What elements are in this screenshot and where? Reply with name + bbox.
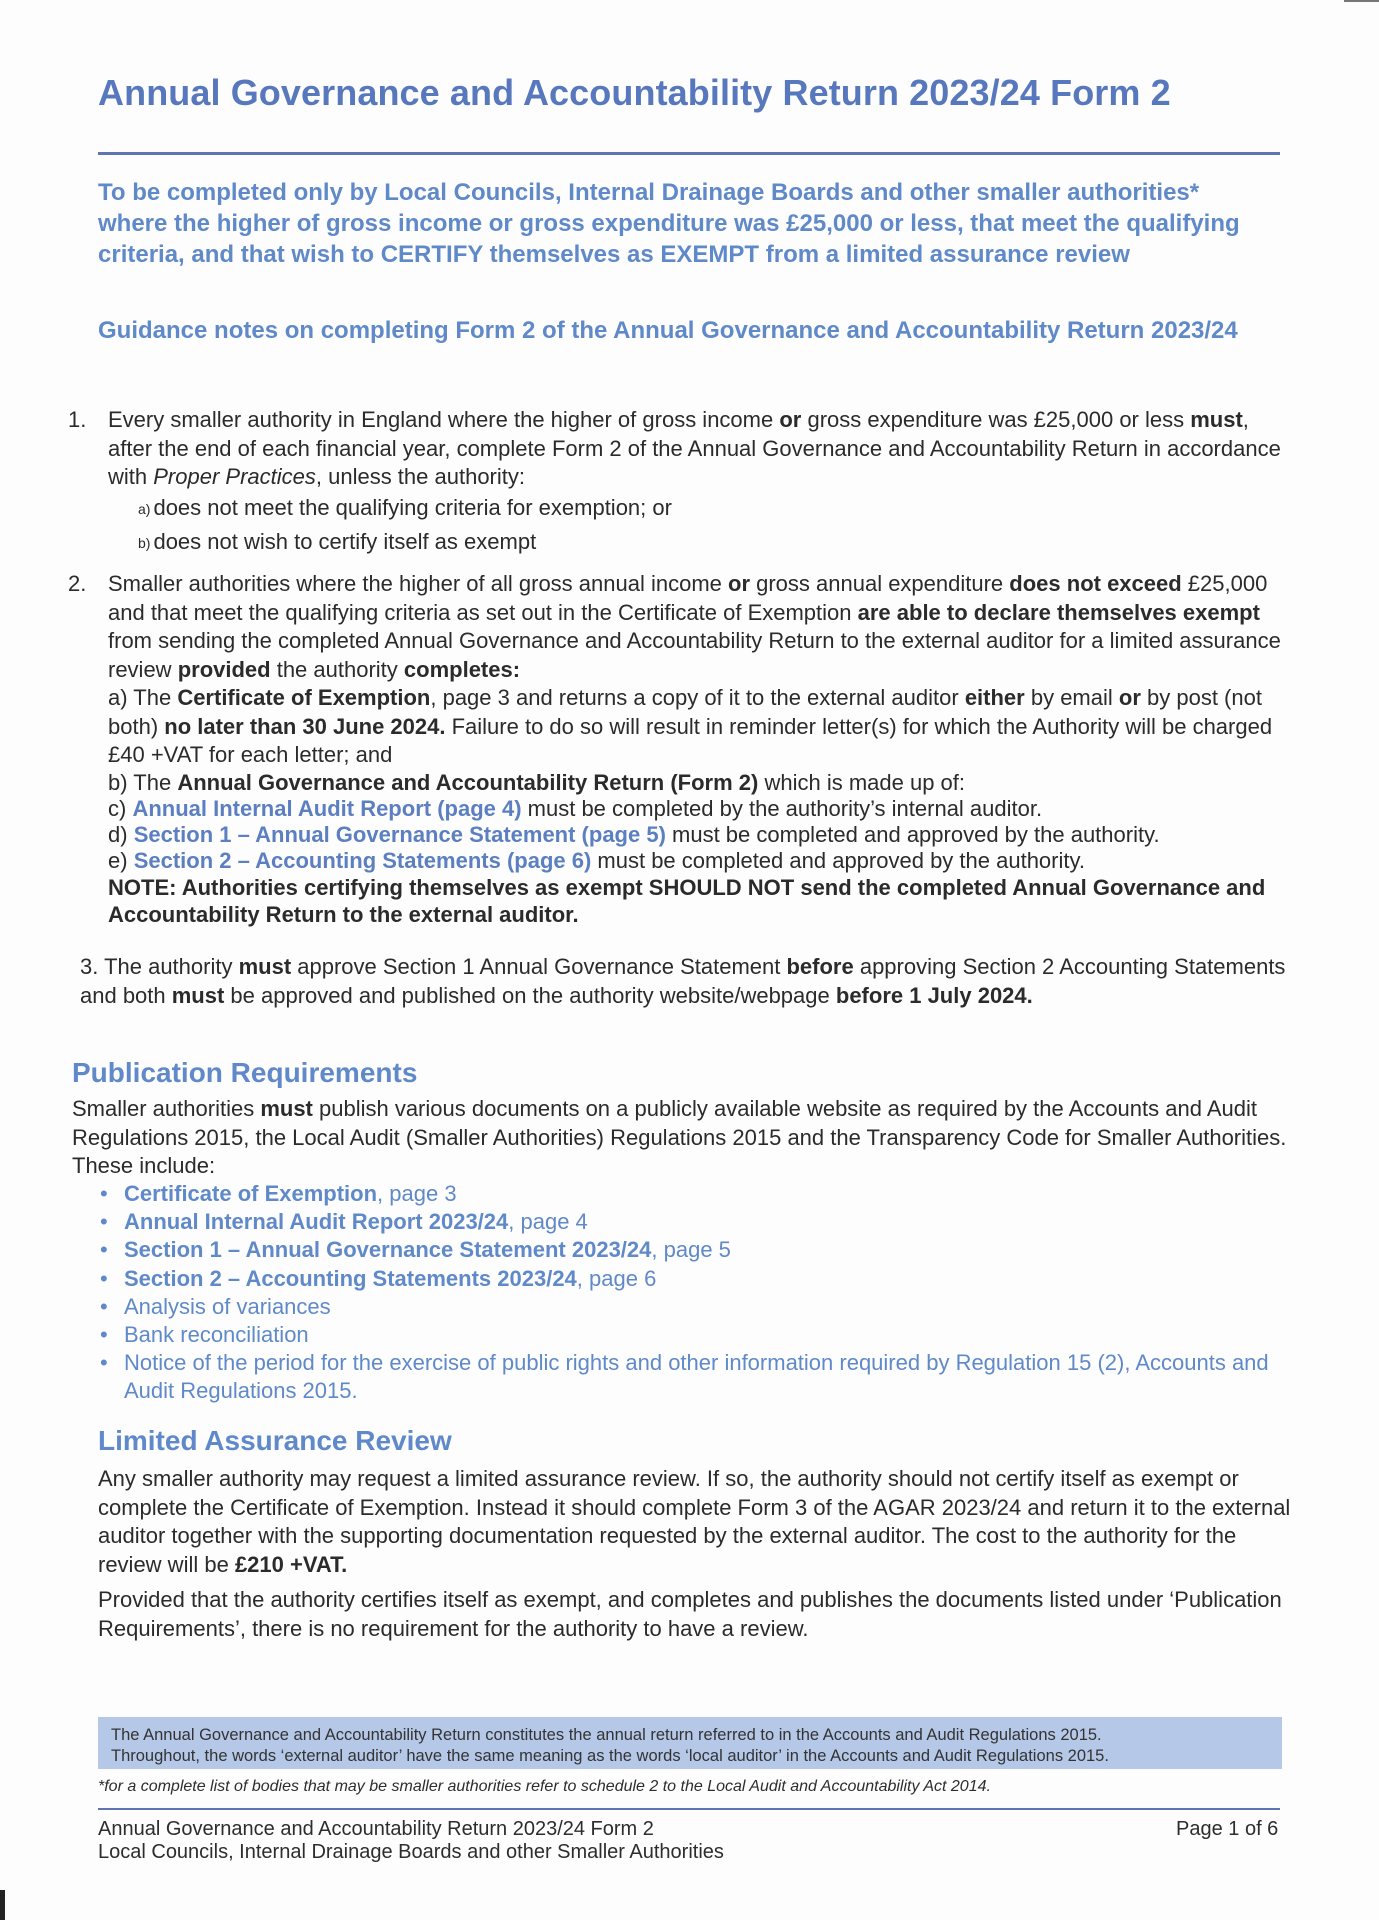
- text: , page 4: [508, 1209, 588, 1235]
- list-item: [100, 1208, 1310, 1236]
- emphasis: completes:: [403, 656, 521, 682]
- text: gross expenditure was £25,000 or less: [801, 407, 1191, 432]
- page-title: Annual Governance and Accountability Return 2023/24 Form 2: [98, 72, 1171, 113]
- list-item: [100, 1293, 1310, 1321]
- text: the authority: [270, 656, 404, 682]
- sub-label: a): [138, 500, 151, 517]
- text: does not wish to certify itself as exempt: [153, 529, 537, 554]
- text: c): [108, 795, 133, 821]
- emphasis: does not exceed: [1009, 571, 1182, 596]
- text: from sending the completed Annual Governance and Accountability Return to the external auditor for a limited assurance review: [108, 628, 1281, 682]
- text: , page 3 and returns a copy of it to the external auditor: [430, 685, 965, 710]
- limited-review-paragraph-1: [98, 1465, 1298, 1579]
- footer-divider: [98, 1808, 1280, 1810]
- item-number: 1.: [68, 407, 87, 432]
- annual-return-note-box: [98, 1717, 1282, 1769]
- text: be approved and published on the authority website/webpage: [224, 982, 836, 1008]
- text: , page 3: [377, 1181, 457, 1206]
- sub-item-a: [108, 494, 1298, 524]
- guidance-item-3: [80, 953, 1310, 1010]
- text: approving Section 2 Accounting Statements and both: [80, 954, 1286, 1008]
- item-2a: [108, 684, 1308, 770]
- text: , page 6: [576, 1265, 657, 1291]
- emphasis: no later than 30 June 2024.: [164, 713, 446, 739]
- text: publish various documents on a publicly available website as required by the Accounts and Audit Regulations 2015, the Local Audit (Smaller Authorities) Regulations 2015 and the Transparency Code for Smaller Authorities. These include:: [72, 1096, 1287, 1178]
- emphasis: must: [171, 982, 225, 1008]
- list-item: [100, 1321, 1310, 1349]
- text: , page 5: [651, 1237, 731, 1263]
- emphasis: either: [964, 685, 1025, 710]
- emphasis: provided: [177, 656, 271, 682]
- emphasis: are able to declare themselves exempt: [857, 599, 1260, 625]
- text: Analysis of variances: [124, 1293, 331, 1319]
- scan-edge: [0, 1890, 5, 1920]
- note-line-2: Throughout, the words ‘external auditor’ have the same meaning as the words ‘local auditor’ in the Accounts and Audit Regulations 2015.: [111, 1747, 1109, 1765]
- title-divider: [98, 152, 1280, 155]
- text: by post (not both): [108, 685, 1262, 739]
- emphasis: or: [779, 407, 802, 432]
- exempt-note: [108, 874, 1308, 928]
- document-link[interactable]: Section 2 – Accounting Statements 2023/24: [124, 1265, 577, 1291]
- page-number: Page 1 of 6: [1176, 1818, 1279, 1840]
- emphasis: or: [1118, 685, 1141, 710]
- text: a) The: [108, 685, 178, 710]
- guidance-heading: Guidance notes on completing Form 2 of the Annual Governance and Accountability Return 2023/24: [98, 317, 1238, 344]
- guidance-item-1: [68, 406, 1298, 558]
- text: Failure to do so will result in reminder letter(s) for which the Authority will be charged £40 +VAT for each letter; and: [108, 713, 1273, 767]
- review-cost: £210 +VAT.: [234, 1551, 348, 1577]
- item-2-intro: [108, 570, 1308, 684]
- document-link[interactable]: Section 1 – Annual Governance Statement 2023/24: [124, 1237, 652, 1263]
- emphasis: must: [1190, 407, 1243, 432]
- text: approve Section 1 Annual Governance Statement: [291, 954, 787, 979]
- emphasis: must: [238, 954, 292, 979]
- emphasis: before: [786, 954, 854, 979]
- text: £25,000 and that meet the qualifying criteria as set out in the Certificate of Exemption: [108, 571, 1268, 625]
- footer-form-title: Annual Governance and Accountability Return 2023/24 Form 2: [98, 1818, 654, 1840]
- note-text: NOTE: Authorities certifying themselves as exempt SHOULD NOT send the completed Annual Governance and Accountability Return to the external auditor.: [108, 874, 1266, 927]
- text: Bank reconciliation: [124, 1322, 309, 1348]
- emphasis: Annual Governance and Accountability Return (Form 2): [177, 769, 759, 795]
- emphasis: must: [260, 1096, 313, 1121]
- text: Every smaller authority in England where the higher of gross income: [108, 407, 780, 432]
- note-line-1: The Annual Governance and Accountability Return constitutes the annual return referred to in the Accounts and Audit Regulations 2015.: [111, 1726, 1102, 1744]
- document-link[interactable]: Certificate of Exemption: [124, 1181, 378, 1206]
- sub-label: b): [138, 535, 151, 551]
- section-2-link[interactable]: Section 2 – Accounting Statements (page 6): [133, 847, 592, 873]
- item-number: 2.: [68, 571, 87, 596]
- footer-authority-type: Local Councils, Internal Drainage Boards and other Smaller Authorities: [98, 1841, 724, 1863]
- text: e): [108, 847, 134, 873]
- text: Smaller authorities: [72, 1096, 261, 1121]
- item-2d: [108, 822, 1308, 848]
- document-link[interactable]: Annual Internal Audit Report 2023/24: [124, 1209, 509, 1235]
- text: does not meet the qualifying criteria for exemption; or: [153, 494, 672, 520]
- list-item: [100, 1180, 1310, 1208]
- text: d): [108, 821, 134, 847]
- emphasis: or: [728, 571, 750, 596]
- emphasis: before 1 July 2024.: [835, 982, 1033, 1008]
- text: gross annual expenditure: [750, 571, 1010, 596]
- list-item: [100, 1236, 1310, 1264]
- limited-assurance-review-heading: Limited Assurance Review: [98, 1425, 452, 1456]
- limited-review-paragraph-2: Provided that the authority certifies itself as exempt, and completes and publishes the documents listed under ‘Publication Requirements’, there is no requirement for the authority to have a review.: [98, 1587, 1282, 1641]
- text: 3. The authority: [80, 954, 239, 979]
- publication-paragraph: [72, 1095, 1292, 1181]
- text: must be completed and approved by the authority.: [591, 847, 1085, 873]
- text: Notice of the period for the exercise of public rights and other information required by Regulation 15 (2), Accounts and Audit Regulations 2015.: [124, 1350, 1269, 1404]
- publication-documents-list: [100, 1180, 1310, 1406]
- text: must be completed and approved by the authority.: [665, 821, 1160, 847]
- publication-requirements-heading: Publication Requirements: [72, 1057, 418, 1088]
- annual-internal-audit-report-link[interactable]: Annual Internal Audit Report (page 4): [132, 795, 522, 821]
- footnote: *for a complete list of bodies that may be smaller authorities refer to schedule 2 to the Local Audit and Accountability Act 2014.: [98, 1778, 991, 1795]
- item-2e: [108, 848, 1308, 874]
- text: by email: [1024, 685, 1119, 710]
- list-item: [100, 1265, 1310, 1293]
- sub-item-b: [108, 528, 1298, 558]
- intro-statement: To be completed only by Local Councils, Internal Drainage Boards and other smaller authorities* where the higher of gross income or gross expenditure was £25,000 or less, that meet the qualifying criteria, and that wish to CERTIFY themselves as EXEMPT from a limited assurance review: [98, 179, 1240, 268]
- list-item: [100, 1349, 1310, 1405]
- text: Any smaller authority may request a limited assurance review. If so, the authority should not certify itself as exempt or complete the Certificate of Exemption. Instead it should complete Form 3 of the AGAR 2023/24 and return it to the external auditor together with the supporting documentation requested by the external auditor. The cost to the authority for the review will be: [98, 1466, 1291, 1577]
- text: which is made up of:: [758, 769, 966, 795]
- item-2c: [108, 796, 1308, 822]
- item-2b: [108, 770, 1308, 796]
- scan-edge: [1344, 0, 1379, 2]
- text: must be completed by the authority’s internal auditor.: [521, 795, 1043, 821]
- guidance-item-2: [68, 570, 1308, 928]
- text: Smaller authorities where the higher of all gross annual income: [108, 571, 728, 596]
- footer-document-info: [98, 1818, 724, 1864]
- italic-term: Proper Practices: [153, 464, 316, 489]
- text: , after the end of each financial year, complete Form 2 of the Annual Governance and Accountability Return in accordance with: [108, 407, 1281, 489]
- emphasis: Certificate of Exemption: [177, 685, 431, 710]
- section-1-link[interactable]: Section 1 – Annual Governance Statement (page 5): [133, 821, 666, 847]
- text: b) The: [108, 769, 178, 795]
- text: , unless the authority:: [315, 464, 525, 489]
